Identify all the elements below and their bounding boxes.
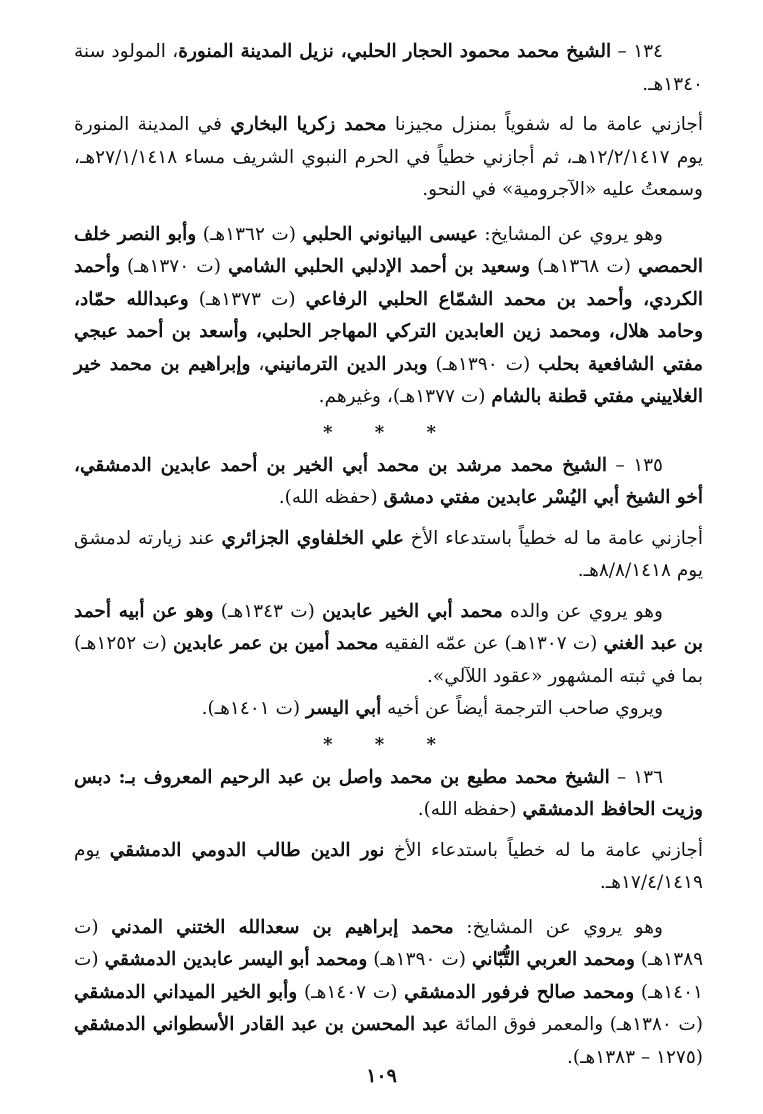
entry-134-shaykhs (74, 219, 703, 414)
bold-name: محمد إبراهيم بن سعدالله الختني المدني (111, 916, 454, 938)
bold-name: ومحمد أبو اليسر عابدين الدمشقي (104, 949, 368, 970)
bold-name: علي الخلفاوي الجزائري (221, 527, 404, 549)
entry-135-heading (74, 450, 703, 515)
bold-name: ومحمد صالح فرفور الدمشقي (404, 981, 635, 1003)
bold-name: وأبو النصر خلف الحمصي (74, 223, 703, 277)
text: (ت ١٣٦٢هـ) (196, 223, 303, 245)
text: (١٢٧٥ – ١٣٨٣هـ). (566, 1046, 703, 1068)
entry-number: ١٣٦ – (609, 766, 664, 788)
text: (ت ١٣٨٠هـ) والمعمر فوق المائة (448, 1014, 703, 1035)
text: (ت ١٣٨٩هـ) (74, 916, 704, 970)
text: (ت ١٣٠٧هـ) عن عمّه الفقيه (378, 633, 604, 654)
scholar-name: الشيخ محمد مرشد بن محمد أبي الخير بن أحمد عابدين الدمشقي، أخو الشيخ أبي اليُسْر عابدين مفتي دمشق (74, 454, 703, 508)
heading-tail: (حفظه الله). (417, 799, 523, 820)
text: وهو يروي عن والده (502, 600, 663, 622)
text: (ت ١٤٠١هـ) (74, 949, 703, 1003)
section-separator: * * * (323, 421, 454, 443)
text: وهو يروي عن المشايخ: (453, 916, 663, 938)
text: في المدينة المنورة يوم ١٢/٢/١٤١٧هـ، ثم أجازني خطياً في الحرم النبوي الشريف مساء ٢٧/١/١٤١٨هـ، وسمعتُ عليه «الآجرومية» في النحو. (74, 114, 703, 200)
entry-134-ijaza (74, 109, 703, 207)
text: (ت ١٣٦٨هـ) (529, 256, 639, 277)
text: وهو يروي عن المشايخ: (477, 223, 663, 245)
entry-136-ijaza (74, 835, 703, 900)
text: أجازني عامة ما له خطياً باستدعاء الأخ (384, 839, 704, 861)
bold-name: محمد زكريا البخاري (230, 114, 387, 135)
page-number: ١٠٩ (366, 1065, 397, 1087)
entry-134-heading (74, 36, 703, 101)
entry-number: ١٣٥ – (607, 454, 663, 476)
bold-name: محمد أبي الخير عابدين (322, 600, 503, 622)
text: ويروي صاحب الترجمة أيضاً عن أخيه (381, 698, 663, 719)
bold-name: أبي اليسر (306, 698, 382, 719)
bold-name: عيسى البيانوني الحلبي (302, 223, 478, 245)
text: أجازني عامة ما له خطياً باستدعاء الأخ (403, 527, 703, 549)
scholar-name: الشيخ محمد محمود الحجار الحلبي، نزيل المدينة المنورة (178, 41, 612, 62)
scholar-nickname: دبس وزيت الحافظ الدمشقي (74, 766, 703, 820)
bold-name: وإبراهيم بن محمد خير الغلاييني مفتي قطنة بالشام (74, 353, 703, 407)
bold-name: وأبو الخير الميداني الدمشقي (74, 981, 298, 1003)
text: عند زيارته لدمشق يوم ٨/٨/١٤١٨هـ. (74, 527, 703, 581)
text: يوم ١٧/٤/١٤١٩هـ. (74, 839, 703, 893)
text: (ت ١٣٧٠هـ) (119, 256, 229, 277)
entry-135-brother (74, 693, 703, 726)
bold-name: وأحمد الكردي، وأحمد بن محمد الشمّاع الحلبي الرفاعي (74, 256, 703, 310)
bold-name: ومحمد العربي التُّبّاني (472, 949, 635, 970)
text: (ت ١٣٤٣هـ) (213, 600, 323, 622)
bold-name: محمد أمين بن عمر عابدين (172, 633, 379, 654)
text: (ت ١٢٥٢هـ) بما في ثبته المشهور «عقود اللآلي». (74, 633, 703, 687)
entry-136-shaykhs (74, 912, 703, 1075)
bold-name: عبد المحسن بن عبد القادر الأسطواني الدمشقي (74, 1014, 449, 1035)
text: (ت ١٣٧٧هـ)، وغيرهم. (318, 386, 492, 407)
entry-number: ١٣٤ – (611, 41, 663, 62)
scholar-name: الشيخ محمد مطيع بن محمد واصل بن عبد الرحيم المعروف بـ: (110, 766, 610, 788)
text: (ت ١٣٩٠هـ) (427, 353, 539, 375)
bold-name: وبدر الدين الترمانيني (264, 353, 428, 375)
text: (ت ١٣٧٣هـ) (188, 288, 306, 310)
text: (ت ١٣٩٠هـ) (367, 949, 472, 970)
entry-135-father (74, 596, 703, 694)
text: أجازني عامة ما له شفوياً بمنزل مجيزنا (386, 114, 703, 135)
text: ، (250, 353, 265, 375)
text: (ت ١٤٠٧هـ) (297, 981, 405, 1003)
section-separator: * * * (323, 733, 454, 755)
heading-tail: (حفظه الله). (278, 487, 384, 508)
entry-136-heading (74, 762, 703, 827)
entry-135-ijaza (74, 523, 703, 588)
bold-name: وعبدالله حمّاد، وحامد هلال، ومحمد زين العابدين التركي المهاجر الحلبي، وأسعد بن أحمد عبجي مفتي الشافعية بحلب (74, 288, 703, 375)
bold-name: وسعيد بن أحمد الإدلبي الحلبي الشامي (228, 256, 530, 277)
text: (ت ١٤٠١هـ). (201, 698, 307, 719)
bold-name: نور الدين طالب الدومي الدمشقي (109, 839, 385, 861)
bold-name: وهو عن أبيه أحمد بن عبد الغني (74, 600, 703, 654)
heading-tail: ، المولود سنة ١٣٤٠هـ. (74, 41, 703, 95)
